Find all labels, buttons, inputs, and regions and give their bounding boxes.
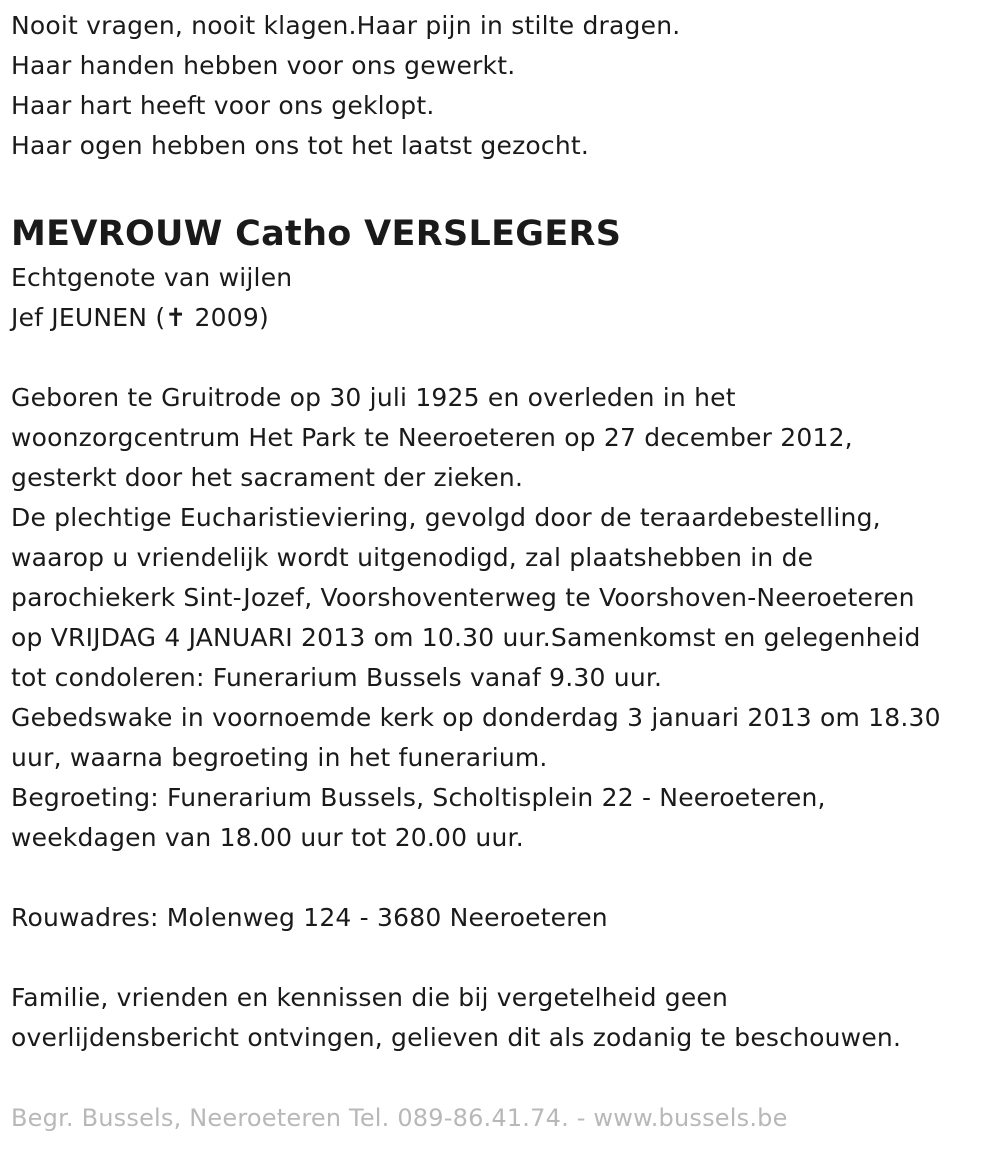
funeral-details [11,378,991,858]
spacer [11,166,991,206]
mourning-address: Rouwadres: Molenweg 124 - 3680 Neeroeteren [11,903,608,932]
poem-line: Haar ogen hebben ons tot het laatst gezocht. [11,131,590,160]
detail-line: Begroeting: Funerarium Bussels, Scholtisplein 22 - Neeroeteren, [11,783,826,812]
obituary-notice [11,6,991,1138]
detail-line: Gebedswake in voornoemde kerk op donderdag 3 januari 2013 om 18.30 [11,703,941,732]
deceased-name: MEVROUW Catho VERSLEGERS [11,214,622,254]
family-notice [11,978,991,1058]
detail-line: weekdagen van 18.00 uur tot 20.00 uur. [11,823,524,852]
detail-line: waarop u vriendelijk wordt uitgenodigd, zal plaatshebben in de [11,543,814,572]
detail-line: Geboren te Gruitrode op 30 juli 1925 en overleden in het [11,383,736,412]
relation-text: Echtgenote van wijlen [11,263,293,292]
detail-line: De plechtige Eucharistieviering, gevolgd door de teraardebestelling, [11,503,881,532]
detail-line: uur, waarna begroeting in het funerarium. [11,743,548,772]
notice-line: overlijdensbericht ontvingen, gelieven dit als zodanig te beschouwen. [11,1023,902,1052]
spacer [11,858,991,898]
poem-line: Haar handen hebben voor ons gewerkt. [11,51,516,80]
spacer [11,938,991,978]
poem [11,6,991,166]
spacer [11,1058,991,1098]
detail-line: tot condoleren: Funerarium Bussels vanaf 9.30 uur. [11,663,663,692]
spacer [11,338,991,378]
detail-line: op VRIJDAG 4 JANUARI 2013 om 10.30 uur.Samenkomst en gelegenheid [11,623,921,652]
footer-credit: Begr. Bussels, Neeroeteren Tel. 089-86.41.74. - www.bussels.be [11,1104,788,1132]
poem-line: Nooit vragen, nooit klagen.Haar pijn in stilte dragen. [11,11,681,40]
detail-line: woonzorgcentrum Het Park te Neeroeteren op 27 december 2012, [11,423,853,452]
notice-line: Familie, vrienden en kennissen die bij vergetelheid geen [11,983,729,1012]
detail-line: gesterkt door het sacrament der zieken. [11,463,524,492]
poem-line: Haar hart heeft voor ons geklopt. [11,91,435,120]
detail-line: parochiekerk Sint-Jozef, Voorshoventerweg te Voorshoven-Neeroeteren [11,583,915,612]
spouse-text: Jef JEUNEN (✝ 2009) [11,303,269,332]
